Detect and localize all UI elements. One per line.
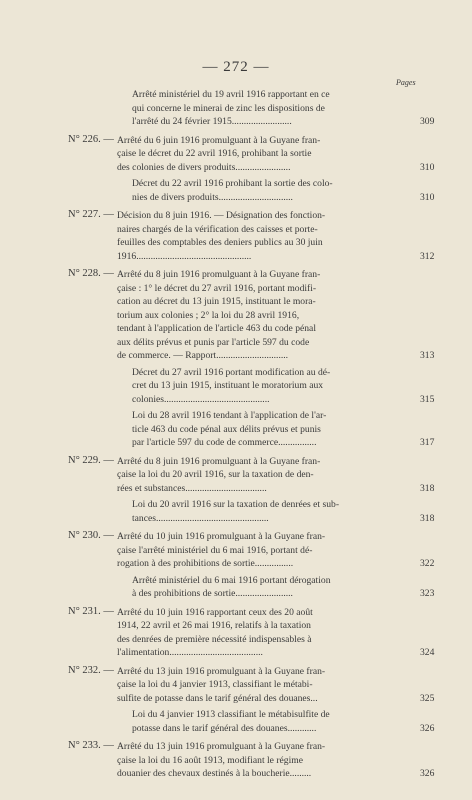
page-reference: 309: [420, 116, 435, 127]
page-reference: 317: [420, 437, 435, 448]
index-entry: [0, 268, 472, 450]
entry-number: N° 229. —: [68, 454, 114, 466]
index-entry: [0, 88, 472, 129]
page-reference: 326: [420, 722, 435, 734]
page-reference: 325: [420, 692, 435, 704]
item-text-line: rées et substances..................................: [117, 482, 267, 494]
item-text-line: à des prohibitions de sortie........................: [132, 588, 293, 599]
page-reference: 318: [420, 512, 435, 524]
item-text-line: par l'article 597 du code de commerce................: [132, 437, 317, 448]
index-item: [132, 409, 435, 450]
index-item: [132, 366, 435, 407]
item-text-line: nies de divers produits...............................: [132, 191, 293, 203]
index-entry: [0, 740, 472, 781]
index-item: [132, 88, 435, 129]
item-text-line: 1916................................................: [117, 250, 252, 262]
item-text-line: colonies............................................: [132, 393, 270, 405]
item-text-line: feuilles des comptables des deniers publics au 30 juin: [117, 237, 323, 248]
index-entry: [0, 606, 472, 660]
index-item: [132, 574, 435, 601]
index-entry: [0, 665, 472, 736]
index-item: [117, 455, 435, 496]
page-reference: 318: [420, 482, 435, 494]
index-item: [117, 209, 435, 263]
item-text-line: Arrêté du 10 juin 1916 promulguant à la Guyane fran-: [117, 531, 326, 542]
item-text-line: l'arrêté du 24 février 1915.........................: [132, 116, 292, 127]
index-item: [117, 268, 435, 363]
page-reference: 310: [420, 191, 435, 203]
item-text-line: aux délits prévus et punis par l'article 597 du code: [117, 336, 310, 348]
page-reference: 326: [420, 768, 435, 779]
page-reference: 323: [420, 588, 435, 599]
page-reference: 310: [420, 161, 435, 173]
item-text-line: Arrêté ministériel du 6 mai 1916 portant dérogation: [132, 574, 331, 586]
page-reference: 322: [420, 558, 435, 569]
item-text-line: Arrêté ministériel du 19 avril 1916 rapportant en ce: [132, 89, 330, 100]
item-text-line: Arrêté du 13 juin 1916 promulguant à la Guyane fran-: [117, 741, 326, 752]
entry-number: N° 228. —: [68, 268, 114, 279]
item-text-line: Arrêté du 8 juin 1916 promulguant à la Guyane fran-: [117, 455, 321, 467]
entry-number: N° 226. —: [68, 133, 114, 145]
item-text-line: Décret du 27 avril 1916 portant modification au dé-: [132, 366, 331, 378]
page-reference: 312: [420, 250, 435, 262]
item-text-line: naires chargés de la vérification des caisses et porte-: [117, 223, 318, 235]
index-item: [117, 740, 435, 781]
item-text-line: Arrêté du 13 juin 1916 promulguant à la Guyane fran-: [117, 665, 326, 677]
item-text-line: Décret du 22 avril 1916 prohibant la sortie des colo-: [132, 178, 333, 189]
item-text-line: sulfite de potasse dans le tarif général des douanes...: [117, 692, 318, 704]
index-item: [132, 177, 435, 204]
entry-number: N° 227. —: [68, 209, 114, 220]
item-text-line: Arrêté du 8 juin 1916 promulguant à la Guyane fran-: [117, 269, 321, 280]
item-text-line: Loi du 4 janvier 1913 classifiant le métabisulfite de: [132, 709, 330, 720]
page-reference: 324: [420, 647, 435, 658]
index-entry: [0, 455, 472, 526]
index-entry: [0, 134, 472, 205]
item-text-line: Arrêté du 10 juin 1916 rapportant ceux des 20 août: [117, 606, 313, 618]
index-entry: [0, 209, 472, 263]
item-text-line: potasse dans le tarif général des douanes............: [132, 722, 317, 734]
item-text-line: Décision du 8 juin 1916. — Désignation des fonction-: [117, 210, 326, 221]
page-reference: 315: [420, 393, 435, 405]
item-text-line: cation au décret du 13 juin 1915, instituant le mora-: [117, 296, 316, 307]
item-text-line: çaise : 1° le décret du 27 avril 1916, portant modifi-: [117, 282, 317, 294]
item-text-line: tances...............................................: [132, 512, 269, 524]
page-reference: 313: [420, 350, 435, 361]
item-text-line: tendant à l'application de l'article 463 du code pénal: [117, 323, 316, 334]
item-text-line: de commerce. — Rapport..............................: [117, 350, 289, 361]
item-text-line: çaise l'arrêté ministériel du 6 mai 1916, portant dé-: [117, 544, 313, 556]
item-text-line: çaise la loi du 4 janvier 1913, classifiant le métabi-: [117, 679, 313, 690]
index-item: [132, 708, 435, 735]
item-text-line: Arrêté du 6 juin 1916 promulguant à la Guyane fran-: [117, 134, 321, 146]
item-text-line: çaise la loi du 16 août 1913, modifiant le régime: [117, 754, 303, 766]
entry-number: N° 231. —: [68, 605, 114, 617]
entry-number: N° 233. —: [68, 740, 114, 751]
index-item: [117, 530, 435, 571]
item-text-line: çaise le décret du 22 avril 1916, prohibant la sortie: [117, 148, 312, 159]
item-text-line: l'alimentation.......................................: [117, 647, 263, 658]
item-text-line: Loi du 20 avril 1916 sur la taxation de denrées et sub-: [132, 499, 340, 510]
item-text-line: des denrées de première nécessité indispensables à: [117, 633, 312, 645]
item-text-line: des colonies de divers produits.......................: [117, 161, 291, 173]
index-item: [132, 498, 435, 525]
index-item: [117, 606, 435, 660]
item-text-line: cret du 13 juin 1915, instituant le moratorium aux: [132, 380, 324, 391]
entry-number: N° 230. —: [68, 530, 114, 541]
index-item: [117, 134, 435, 175]
index-entry: [0, 530, 472, 601]
index-item: [117, 665, 435, 706]
item-text-line: çaise la loi du 20 avril 1916, sur la taxation de den-: [117, 469, 314, 480]
item-text-line: rogation à des prohibitions de sortie................: [117, 558, 294, 569]
index-entries: [0, 88, 472, 786]
pages-column-header: Pages: [396, 78, 416, 87]
entry-number: N° 232. —: [68, 664, 114, 676]
item-text-line: Loi du 28 avril 1916 tendant à l'application de l'ar-: [132, 410, 327, 421]
item-text-line: douanier des chevaux destinés à la boucherie.........: [117, 768, 312, 779]
item-text-line: 1914, 22 avril et 26 mai 1916, relatifs à la taxation: [117, 620, 311, 631]
page-number: — 272 —: [202, 59, 270, 75]
item-text-line: ticle 463 du code pénal aux délits prévus et punis: [132, 423, 321, 435]
item-text-line: qui concerne le minerai de zinc les dispositions de: [132, 102, 325, 114]
item-text-line: torium aux colonies ; 2° la loi du 28 avril 1916,: [117, 309, 300, 321]
